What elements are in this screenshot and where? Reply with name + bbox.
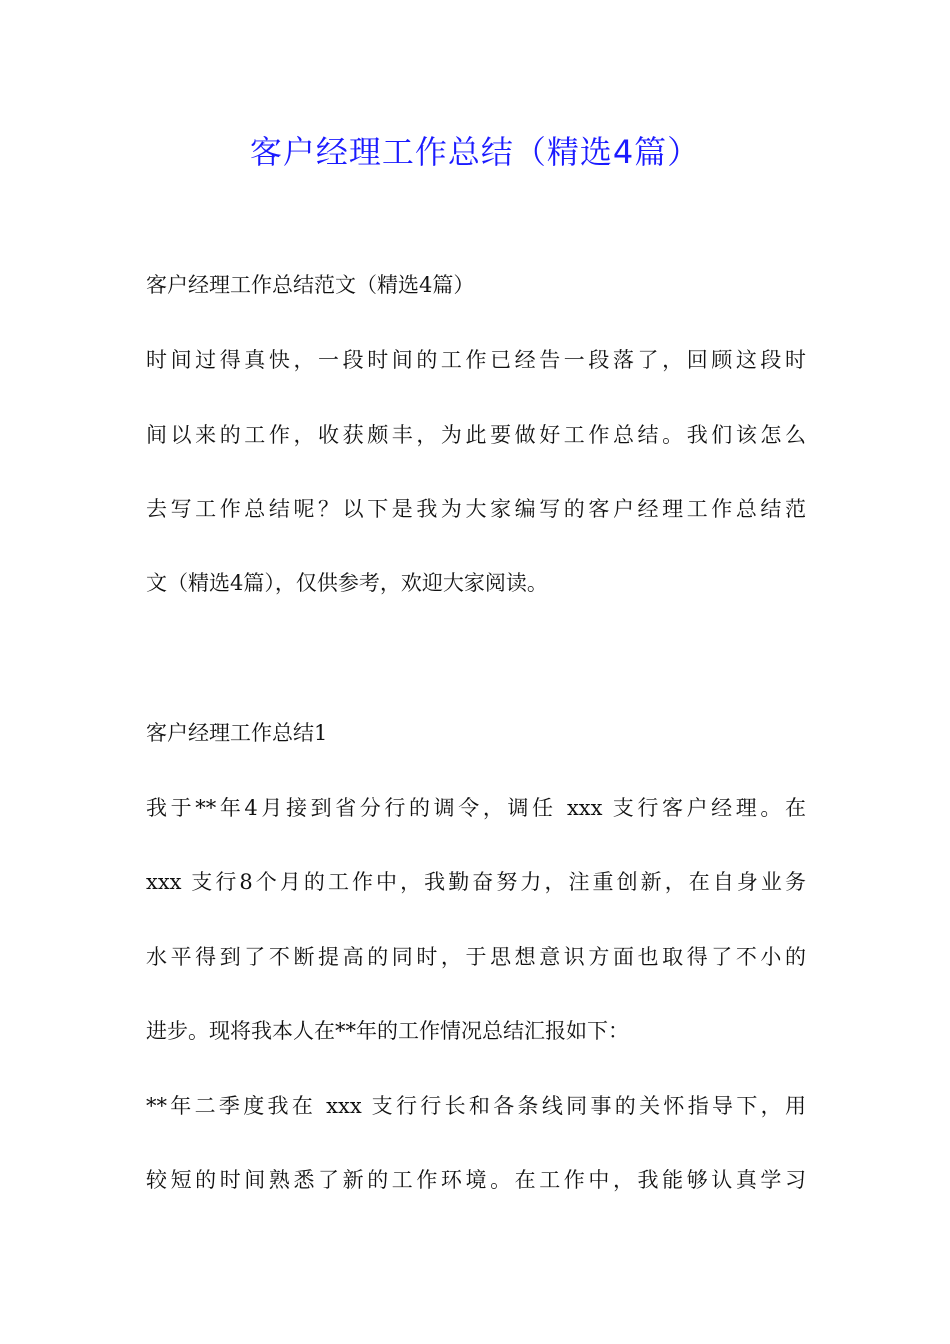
paragraph-line: 文（精选4篇），仅供参考，欢迎大家阅读。 (146, 571, 548, 595)
subtitle-line: 客户经理工作总结范文（精选4篇） (146, 273, 475, 297)
paragraph-line: 去写工作总结呢？以下是我为大家编写的客户经理工作总结范 (146, 497, 806, 521)
paragraph-line: 水平得到了不断提高的同时，于思想意识方面也取得了不小的 (146, 945, 806, 969)
document-title: 客户经理工作总结（精选4篇） (249, 133, 701, 171)
section-heading: 客户经理工作总结1 (146, 721, 328, 745)
paragraph-line: xxx 支行8个月的工作中，我勤奋努力，注重创新，在自身业务 (146, 870, 806, 894)
paragraph-line: 较短的时间熟悉了新的工作环境。在工作中，我能够认真学习 (146, 1168, 806, 1192)
paragraph-line: 我于**年4月接到省分行的调令，调任 xxx 支行客户经理。在 (146, 796, 806, 820)
paragraph-line: **年二季度我在 xxx 支行行长和各条线同事的关怀指导下，用 (146, 1094, 806, 1118)
paragraph-line: 间以来的工作，收获颇丰，为此要做好工作总结。我们该怎么 (146, 423, 806, 447)
paragraph-line: 时间过得真快，一段时间的工作已经告一段落了，回顾这段时 (146, 348, 806, 372)
paragraph-line: 进步。现将我本人在**年的工作情况总结汇报如下： (146, 1019, 629, 1043)
